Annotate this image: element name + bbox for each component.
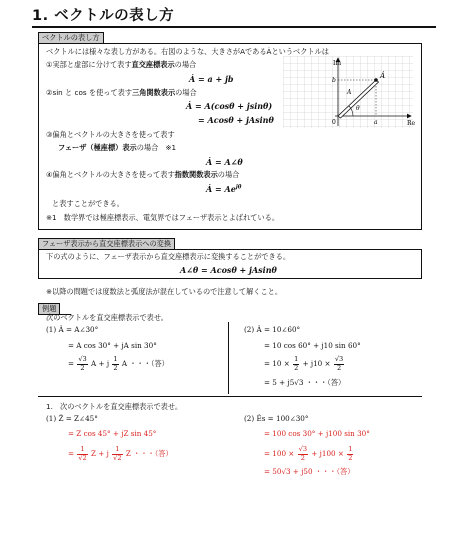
label-re: Re <box>407 120 416 127</box>
exercise2-answer-line2: = 100 cos 30° + j100 sin 30° <box>264 429 370 438</box>
section-tab-representation: ベクトルの表し方 <box>38 32 104 43</box>
conversion-text: 下の式のように、フェーザ表示から直交座標表示に変換することができる。 <box>46 252 291 261</box>
exercise-lead: 1. 次のベクトルを直交座標表示で表せ。 <box>46 402 183 411</box>
example2-line2: = 10 cos 60° + j10 sin 60° <box>264 341 361 350</box>
label-a: a <box>374 119 378 126</box>
caution-note: ※以降の問題では度数法と弧度法が混在しているので注意して解くこと。 <box>46 287 283 296</box>
label-magnitude: A <box>347 89 352 96</box>
vector-graph <box>283 56 419 134</box>
page-title: 1. ベクトルの表し方 <box>32 8 175 24</box>
exercise1-answer-line2: = Z cos 45° + jZ sin 45° <box>68 429 157 438</box>
example2-line3: = 10 × $\frac{1}{2}$ + j10 × $\frac{√3}{2}$ <box>264 355 344 372</box>
item3-text: ③偏角とベクトルの大きさを使って表す <box>46 130 175 139</box>
label-im: Im <box>333 60 342 67</box>
eq-trig-b: = Acosθ + jAsinθ <box>198 115 274 125</box>
eq-exponential: Ȧ = $Ae^{j\theta}$ <box>206 184 242 194</box>
conversion-eq: A∠θ = Acosθ + jAsinθ <box>180 265 277 275</box>
item2-text: ②sin と cos を使って表す三角関数表示の場合 <box>46 88 197 97</box>
label-origin: 0 <box>332 119 336 126</box>
exercise1-answer-line3: = $\frac{1}{√2}$ Z + j $\frac{1}{√2}$ Z ・・・（答） <box>68 445 173 462</box>
vector-tip <box>374 78 378 82</box>
item3-sub: フェーザ（極座標）表示の場合 ※1 <box>58 143 177 152</box>
example1-line2: = A cos 30° + jA sin 30° <box>68 341 157 350</box>
exercise1-label: (1) Ż = Z∠45° <box>46 414 98 423</box>
title-rule <box>32 26 436 28</box>
footnote: ※1 数学界では極座標表示、電気界ではフェーザ表示とよばれている。 <box>46 213 280 222</box>
item4-text: ④偏角とベクトルの大きさを使って表す指数関数表示の場合 <box>46 170 240 179</box>
example-divider <box>228 322 229 394</box>
example-lead: 次のベクトルを直交座標表示で表せ。 <box>46 313 168 322</box>
label-theta: θ <box>356 105 360 112</box>
eq-phasor: Ȧ = A∠θ <box>206 157 243 167</box>
eq-trig-a: Ȧ = A(cosθ + jsinθ) <box>186 101 273 111</box>
example1-line3: = $\frac{√3}{2}$ A + j $\frac{1}{2}$ A ・・・（答） <box>68 355 169 372</box>
exercise2-answer-line3: = 100 × $\frac{√3}{2}$ + j100 × $\frac{1}{2}$ <box>264 445 353 462</box>
exercise2-answer-line4: = 50√3 + j50 ・・・（答） <box>264 467 355 476</box>
example2-line4: = 5 + j5√3 ・・・（答） <box>264 378 346 387</box>
example2-label: (2) Ȧ = 10∠60° <box>244 325 301 334</box>
eq-rectangular: Ȧ = a + jb <box>189 74 234 84</box>
exercise2-label: (2) Ės = 100∠30° <box>244 414 309 423</box>
example1-label: (1) Ȧ = A∠30° <box>46 325 99 334</box>
intro-text: ベクトルには様々な表し方がある。右図のような、大きさがAであるȦというベクトルは <box>46 47 329 56</box>
section-tab-conversion: フェーザ表示から直交座標表示への変換 <box>38 238 175 249</box>
section-tab-example: 例題 <box>38 303 60 314</box>
label-vector: Ȧ <box>380 72 386 80</box>
closing-text: と表すことができる。 <box>52 199 124 208</box>
example-bottom-rule <box>38 396 422 397</box>
label-b: b <box>332 77 336 84</box>
item1-text: ①実部と虚部に分けて表す直交座標表示の場合 <box>46 60 197 69</box>
